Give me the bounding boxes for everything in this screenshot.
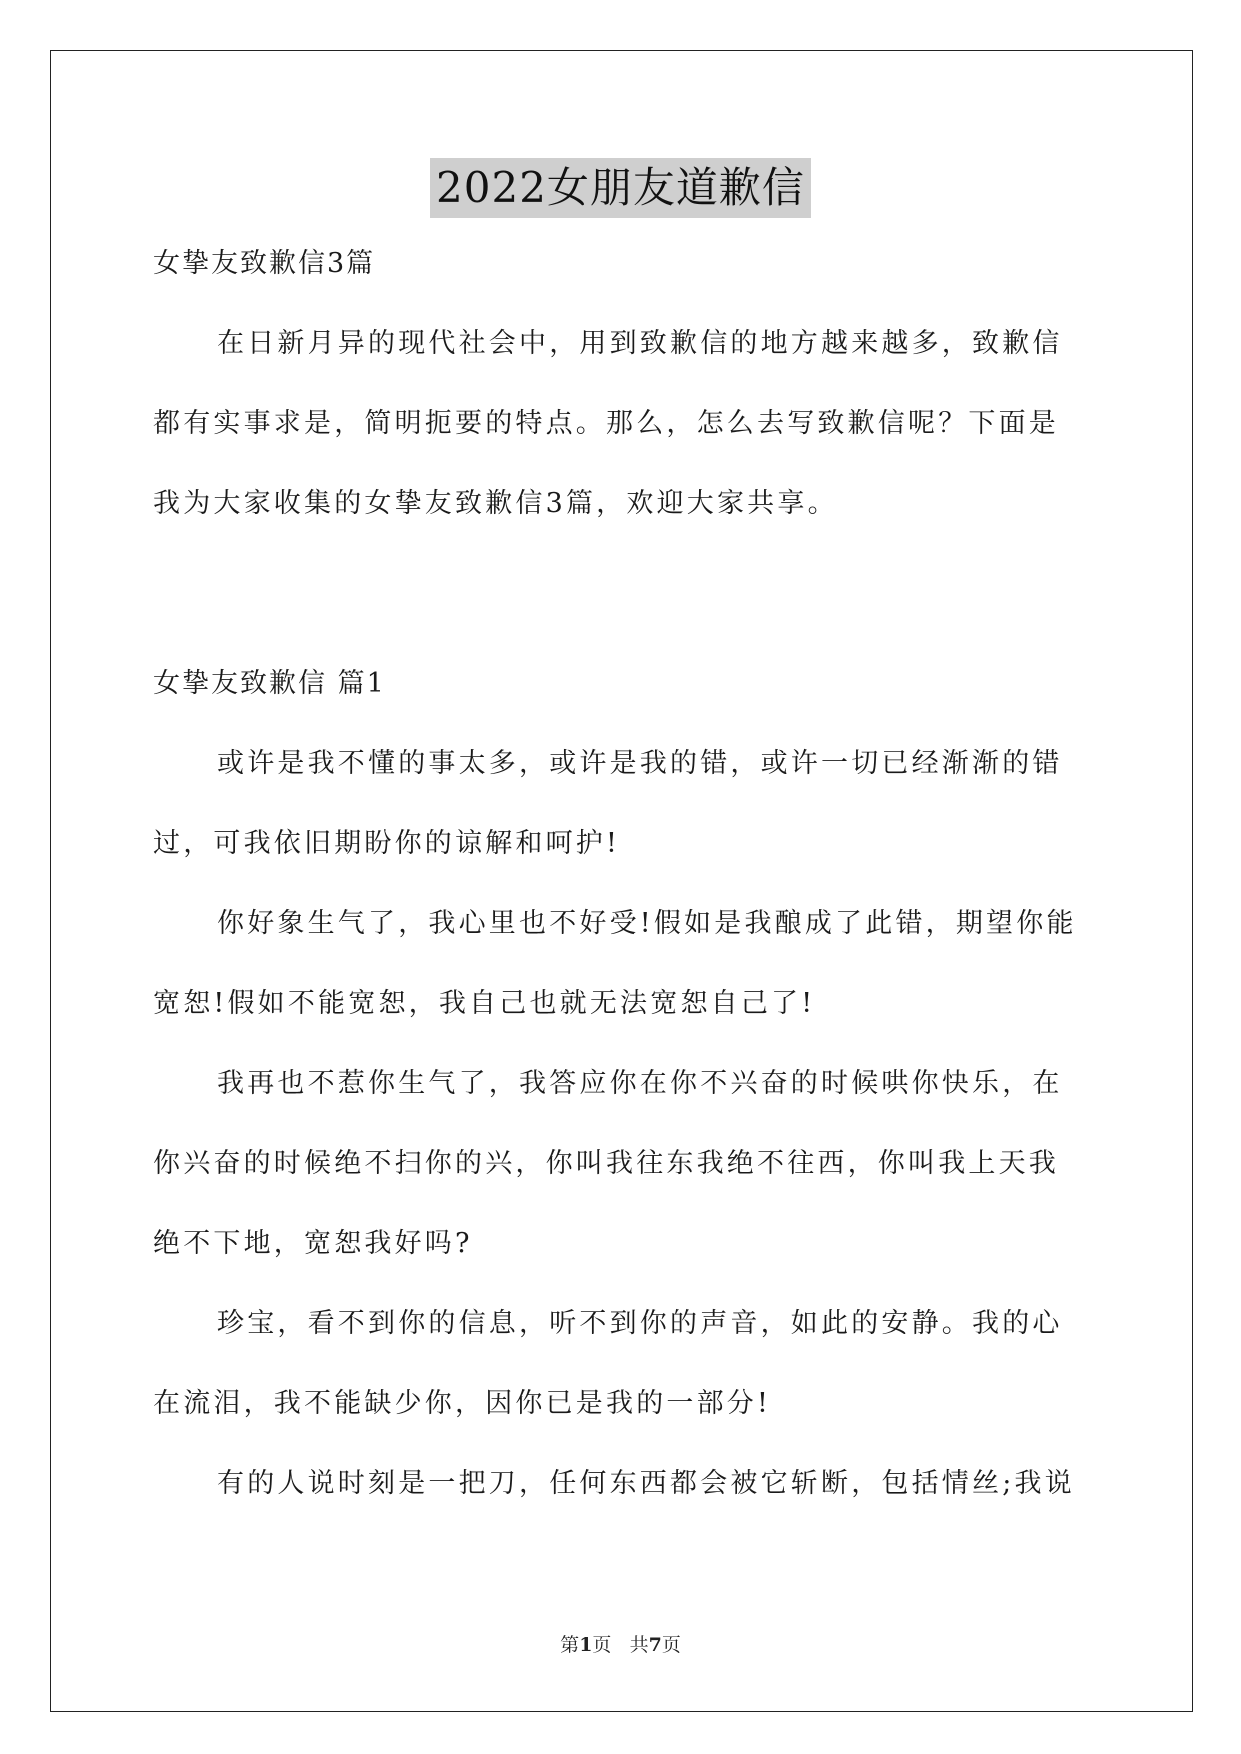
title-container [0, 158, 1241, 218]
document-title: 2022女朋友道歉信 [430, 158, 811, 218]
body-line: 你好象生气了，我心里也不好受!假如是我酿成了此错，期望你能 [217, 908, 1077, 939]
body-line: 或许是我不懂的事太多，或许是我的错，或许一切已经渐渐的错 [217, 748, 1063, 779]
body-line: 我为大家收集的女挚友致歉信3篇，欢迎大家共享。 [153, 488, 838, 519]
body-line: 有的人说时刻是一把刀，任何东西都会被它斩断，包括情丝;我说 [217, 1468, 1075, 1499]
body-line: 过，可我依旧期盼你的谅解和呵护! [153, 828, 621, 859]
page-border [50, 50, 1193, 1712]
body-line: 宽恕!假如不能宽恕，我自己也就无法宽恕自己了! [153, 988, 816, 1019]
page-footer [0, 1632, 1241, 1658]
page-suffix: 页 [592, 1634, 612, 1656]
body-line: 珍宝，看不到你的信息，听不到你的声音，如此的安静。我的心 [217, 1308, 1063, 1339]
intro-heading: 女挚友致歉信3篇 [153, 248, 376, 279]
total-suffix: 页 [661, 1634, 681, 1656]
body-line: 都有实事求是，简明扼要的特点。那么，怎么去写致歉信呢？下面是 [153, 408, 1059, 439]
total-prefix: 共 [629, 1634, 649, 1656]
body-line: 在流泪，我不能缺少你，因你已是我的一部分! [153, 1388, 772, 1419]
body-line: 在日新月异的现代社会中，用到致歉信的地方越来越多，致歉信 [217, 328, 1063, 359]
body-line: 你兴奋的时候绝不扫你的兴，你叫我往东我绝不往西，你叫我上天我 [153, 1148, 1059, 1179]
page-current: 1 [579, 1634, 593, 1656]
page-total: 7 [648, 1634, 662, 1656]
section-heading: 女挚友致歉信 篇1 [153, 668, 386, 699]
body-line: 绝不下地，宽恕我好吗? [153, 1228, 473, 1259]
page-prefix: 第 [560, 1634, 580, 1656]
body-line: 我再也不惹你生气了，我答应你在你不兴奋的时候哄你快乐，在 [217, 1068, 1063, 1099]
